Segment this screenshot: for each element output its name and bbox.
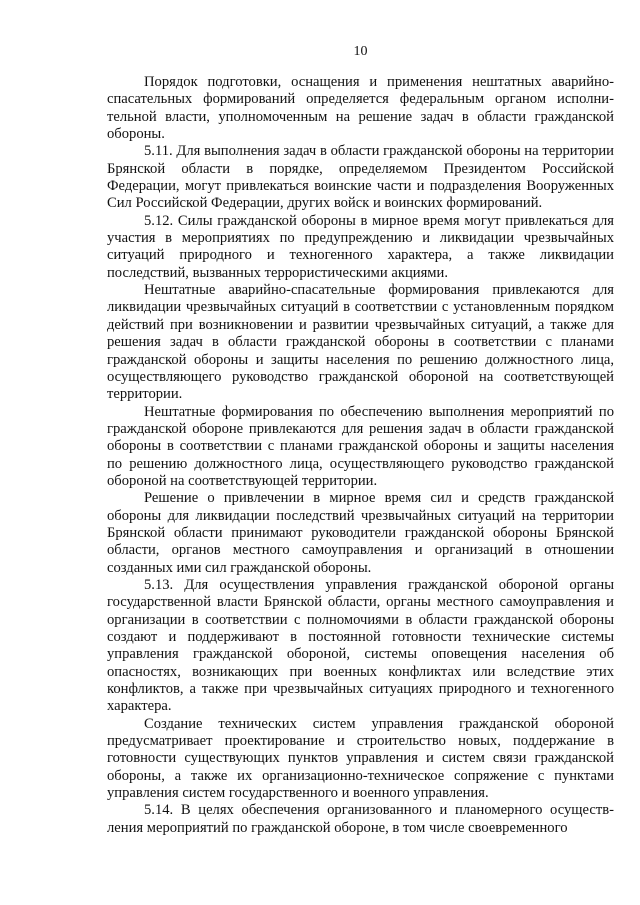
- paragraph-2: 5.11. Для выполнения задач в области гражданской обороны на территории Брянской области в порядке, определяемом Президентом Российской Федерации, могут привлекаться воинские части и подразделения Вооруженных Сил Российской Федерации, других войск и воинских формирований.: [107, 143, 614, 212]
- paragraph-5: Нештатные формирования по обеспечению выполнения мероприятий по гражданской обороне привлекаются для решения задач в области гражданской обороны в соответствии с планами гражданской обороны и защиты населения по решению должностного лица, осуществляющего руководство гражданской обороной на соответствующей территории.: [107, 403, 614, 489]
- paragraph-3: 5.12. Силы гражданской обороны в мирное время могут привлекаться для участия в мероприятиях по предупреждению и ликвидации чрезвычайных ситуаций природного и техногенного характера, а также ликвидации последствий, вызванных террористическими акциями.: [107, 212, 614, 281]
- paragraph-4: Нештатные аварийно-спасательные формирования привлекаются для ликвидации чрезвычайных ситуаций в соответствии с установленным порядком действий при возникновении и развитии чрезвычайных ситуаций, а также для решения задач в области гражданской обороны в соответствии с планами гражданской обороны и защиты населения по решению должностного лица, осуществляющего руководство гражданской обороной на соответствующей территории.: [107, 282, 614, 403]
- paragraph-6: Решение о привлечении в мирное время сил и средств гражданской обороны для ликвидации последствий чрезвычайных ситуаций на территории Брянской области принимают руководители гражданской обороны Брянской области, органов местного самоуправления и организаций в отношении созданных ими сил гражданской обороны.: [107, 490, 614, 576]
- page-number: 10: [353, 44, 368, 59]
- paragraph-8: Создание технических систем управления гражданской обороной предусматривает проектирование и строительство новых, поддержание в готовности существующих пунктов управления и систем связи гражданской обороны, а также их организационно-техническое сопряжение с пунктами управления систем государственного и военного управления.: [107, 715, 614, 802]
- paragraph-1: Порядок подготовки, оснащения и применения нештатных аварийно-спасательных формирований определяется федеральным органом исполнительной власти, уполномоченным на решение задач в области гражданской обороны.: [107, 74, 614, 143]
- paragraph-7: 5.13. Для осуществления управления гражданской обороной органы государственной власти Брянской области, органы местного самоуправления и организации в соответствии с полномочиями в области гражданской обороны создают и поддерживают в постоянной готовности технические системы управления гражданской обороной, системы оповещения населения об опасностях, возникающих при военных конфликтах или вследствие этих конфликтов, а также при чрезвычайных ситуациях природного и техногенного характера.: [107, 576, 614, 715]
- paragraph-9: 5.14. В целях обеспечения организованного и планомерного осуществления мероприятий по гражданской обороне, в том числе своевременного: [107, 802, 614, 836]
